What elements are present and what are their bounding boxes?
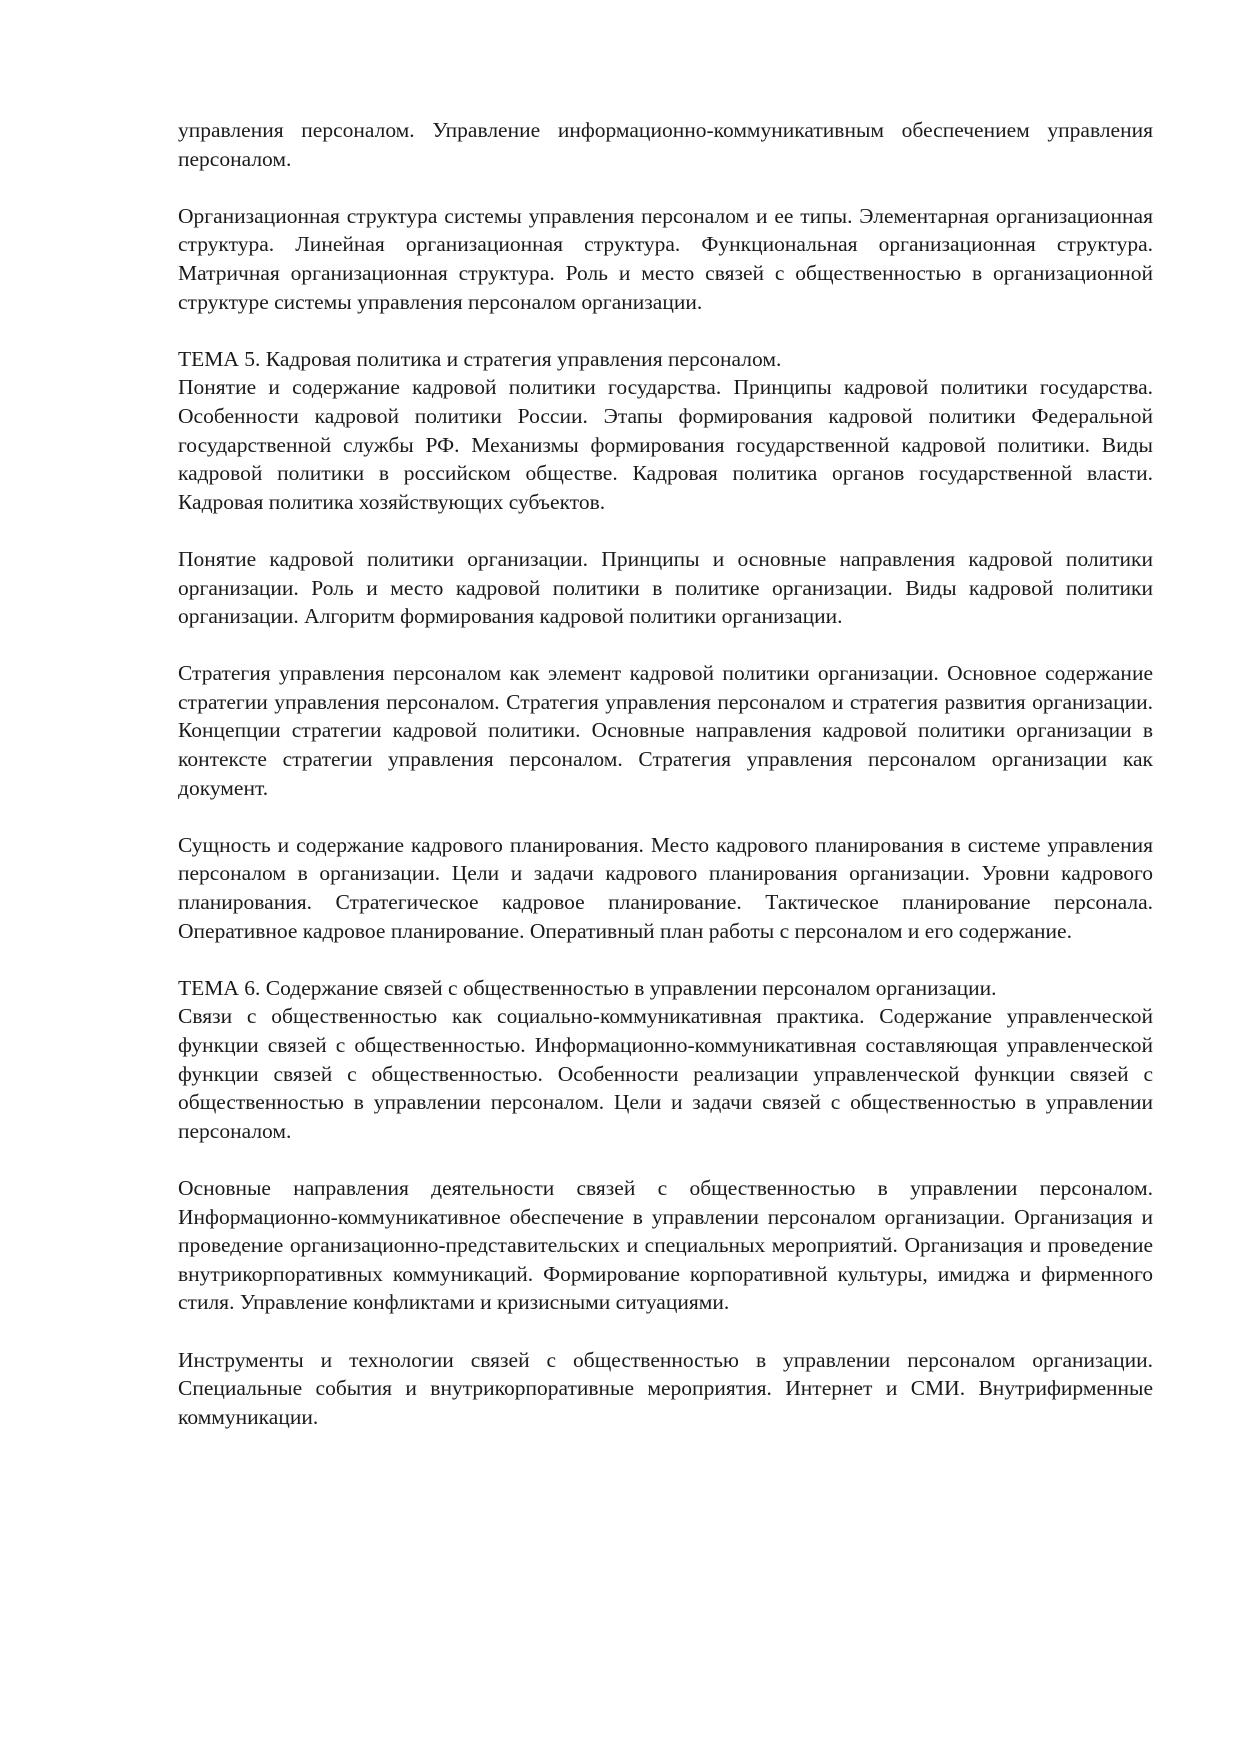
paragraph-pr-tools: Инструменты и технологии связей с общественностью в управлении персоналом организации. Специальные события и внутрикорпоративные мероприятия. Интернет и СМИ. Внутрифирменные коммуникации. <box>178 1347 1153 1429</box>
document-page <box>178 116 1153 1460</box>
paragraph-pr-practice: Связи с общественностью как социально-коммуникативная практика. Содержание управленческой функции связей с общественностью. Информационно-коммуникативная составляющая управленческой функции связей с общественностью. Особенности реализации управленческой функции связей с общественностью в управлении персоналом. Цели и задачи связей с общественностью в управлении персоналом. <box>178 1004 1153 1143</box>
paragraph-hr-strategy: Стратегия управления персоналом как элемент кадровой политики организации. Основное содержание стратегии управления персоналом. Стратегия управления персоналом и стратегия развития организации. Концепции стратегии кадровой политики. Основные направления кадровой политики организации в контексте стратегии управления персоналом. Стратегия управления персоналом организации как документ. <box>178 661 1153 800</box>
paragraph-org-hr-policy: Понятие кадровой политики организации. Принципы и основные направления кадровой политики организации. Роль и место кадровой политики в политике организации. Виды кадровой политики организации. Алгоритм формирования кадровой политики организации. <box>178 546 1153 629</box>
paragraph-hr-planning: Сущность и содержание кадрового планирования. Место кадрового планирования в системе управления персоналом в организации. Цели и задачи кадрового планирования организации. Уровни кадрового планирования. Стратегическое кадровое планирование. Тактическое планирование персонала. Оперативное кадровое планирование. Оперативный план работы с персоналом и его содержание. <box>178 832 1153 943</box>
heading-topic-6: ТЕМА 6. Содержание связей с общественностью в управлении персоналом организации. <box>178 975 997 1000</box>
heading-topic-5: ТЕМА 5. Кадровая политика и стратегия управления персоналом. <box>178 346 782 371</box>
paragraph-state-hr-policy: Понятие и содержание кадровой политики государства. Принципы кадровой политики государства. Особенности кадровой политики России. Этапы формирования кадровой политики Федеральной государственной службы РФ. Механизмы формирования государственной кадровой политики. Виды кадровой политики в российском обществе. Кадровая политика органов государственной власти. Кадровая политика хозяйствующих субъектов. <box>178 375 1153 514</box>
paragraph-continuation: управления персоналом. Управление информационно-коммуникативным обеспечением управления персоналом. <box>178 118 1153 171</box>
paragraph-pr-directions: Основные направления деятельности связей с общественностью в управлении персоналом. Информационно-коммуникативное обеспечение в управлении персоналом организации. Организация и проведение организационно-представительских и специальных мероприятий. Организация и проведение внутрикорпоративных коммуникаций. Формирование корпоративной культуры, имиджа и фирменного стиля. Управление конфликтами и кризисными ситуациями. <box>178 1175 1153 1315</box>
paragraph-org-structure: Организационная структура системы управления персоналом и ее типы. Элементарная организационная структура. Линейная организационная структура. Функциональная организационная структура. Матричная организационная структура. Роль и место связей с общественностью в организационной структуре системы управления персоналом организации. <box>178 203 1153 314</box>
